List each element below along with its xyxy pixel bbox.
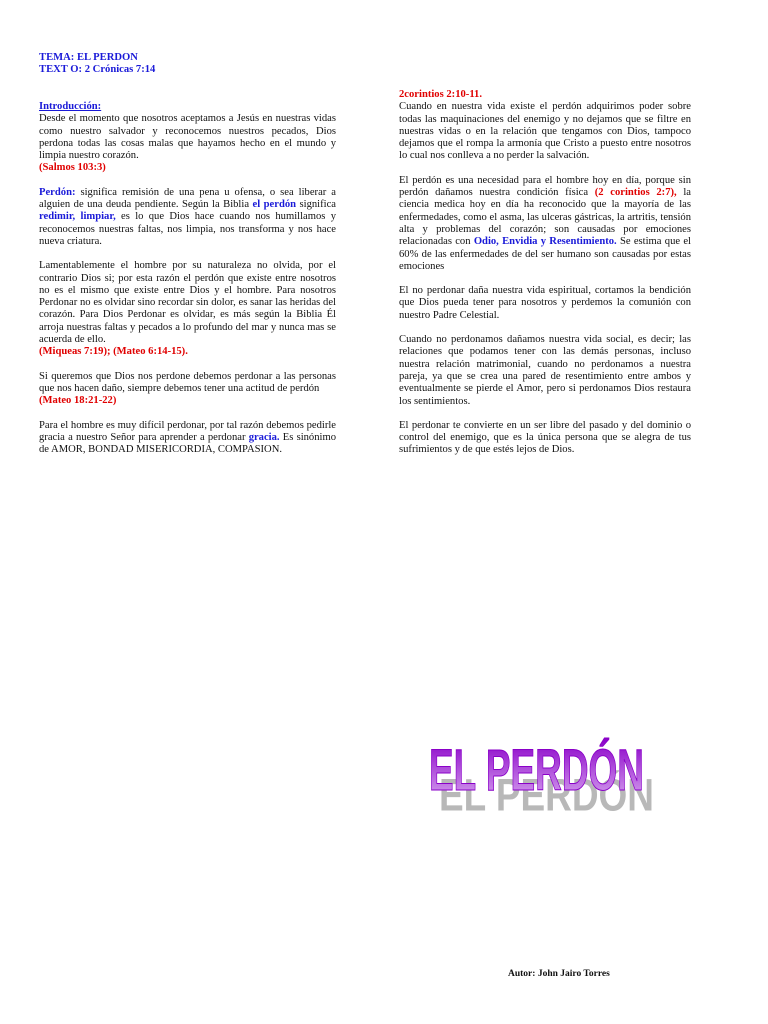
ref-corintios-heading: 2corintios 2:10-11. [399,89,482,100]
espiritual-paragraph: El no perdonar daña nuestra vida espiritual, cortamos la bendición que Dios pueda tener para nosotros y perdemos la comunión con nuestro Padre Celestial. [399,285,691,321]
right-column [399,89,691,457]
author-credit: Autor: John Jairo Torres [508,969,610,979]
perdon-text-b: significa [296,199,336,211]
intro-heading: Introducción: [39,101,102,112]
social-paragraph: Cuando no perdonamos dañamos nuestra vida social, es decir; las relaciones que podamos tener con las demás personas, incluso nuestra relación matrimonial, cuando no perdonamos a nuestra pareja, ya que se crea una pared de resentimiento entre ambos y eventualmente se pierde el Amor, pero si perdonamos Dios restaura los sentimientos. [399,334,691,407]
perdon-text-a: significa remisión de una pena u ofensa, o sea liberar a alguien de una deuda pendiente. Según la Biblia [39,186,336,211]
ref-mateo-18: (Mateo 18:21-22) [39,395,117,407]
perdon-term: Perdón: [39,186,76,198]
olvido-paragraph: Lamentablemente el hombre por su naturaleza no olvida, por el contrario Dios si; por esta razón el perdón que existe entre nosotros no es el mismo que existe entre Dios y el hombre. Para nosotros Perdonar no es olvidar sino recordar sin dolor, es sanar las heridas del corazón. Para Dios Perdonar es olvidar, es más según la Biblia Él arroja nuestras faltas y pecados a lo profundo del mar y nunca mas se acuerda de ello. [39,260,336,346]
gracia-paragraph [39,420,336,457]
perdonar-paragraph: Si queremos que Dios nos perdone debemos perdonar a las personas que nos hacen daño, siempre debemos tener una actitud de perdón [39,370,336,394]
left-column [39,52,336,456]
intro-paragraph: Desde el momento que nosotros aceptamos a Jesús en nuestras vidas como nuestro salvador y reconocemos nuestros pecados, Dios perdona todas las cosas malas que hayamos hecho en el mundo y limpia nuestro corazón. [39,113,336,162]
libre-paragraph: El perdonar te convierte en un ser libre del pasado y del dominio o control del enemigo, que es la única persona que se alegra de tus sufrimientos y de que estés lejos de Dios. [399,419,691,456]
gracia-text-a: Para el hombre es muy difícil perdonar, por tal razón debemos pedirle gracia a nuestro Señor para aprender a perdonar [39,419,336,443]
wordart-text: EL PERDÓN [429,738,644,803]
ref-salmos: (Salmos 103:3) [39,162,106,174]
perdon-emphasis-2: redimir, limpiar, [39,211,116,223]
el-perdon-wordart [425,728,665,818]
ref-miqueas-mateo: (Miqueas 7:19); (Mateo 6:14-15). [39,346,188,358]
ref-corintios-2-7: (2 corintios 2:7), [594,187,677,199]
gracia-text-b: Es sinónimo de AMOR, BONDAD MISERICORDIA, COMPASION. [39,431,337,456]
perdon-definition [39,187,336,248]
necesidad-text-c: Se estima que el 60% de las enfermedades de del ser humano son causadas por estas emociones [399,236,692,272]
tema-line: TEMA: EL PERDON [39,52,138,63]
necesidad-paragraph [399,175,691,273]
perdon-emphasis: el perdón [252,199,297,211]
wordart-shadow: EL PERDÓN [439,770,654,818]
gracia-emphasis: gracia. [248,431,280,443]
texto-line: TEXT O: 2 Crónicas 7:14 [39,64,156,75]
necesidad-text-b: la ciencia medica hoy en día ha reconocido que la mayoría de las enfermedades, como el asma, las ulceras gástricas, la artritis, tensión alta y problemas del corazón; son causadas por emociones relacionadas con [399,187,691,248]
poder-paragraph: Cuando en nuestra vida existe el perdón adquirimos poder sobre todas las maquinaciones del enemigo y no dejamos que se filtre en nuestras vidas o en la relación que tengamos con Dios, tampoco dejamos que el rompa la armonía que Cristo a puesto entre nosotros lo cual nos conlleva a no perder la salvación. [399,101,691,162]
necesidad-text-a: El perdón es una necesidad para el hombre hoy en día, porque sin perdón dañamos nuestra condición física [399,174,691,199]
emociones-emphasis: Odio, Envidia y Resentimiento. [473,236,617,248]
perdon-text-c: es lo que Dios hace cuando nos humillamos y reconocemos nuestras faltas, nos limpia, nos transforma y nos hace nueva criatura. [39,211,336,247]
